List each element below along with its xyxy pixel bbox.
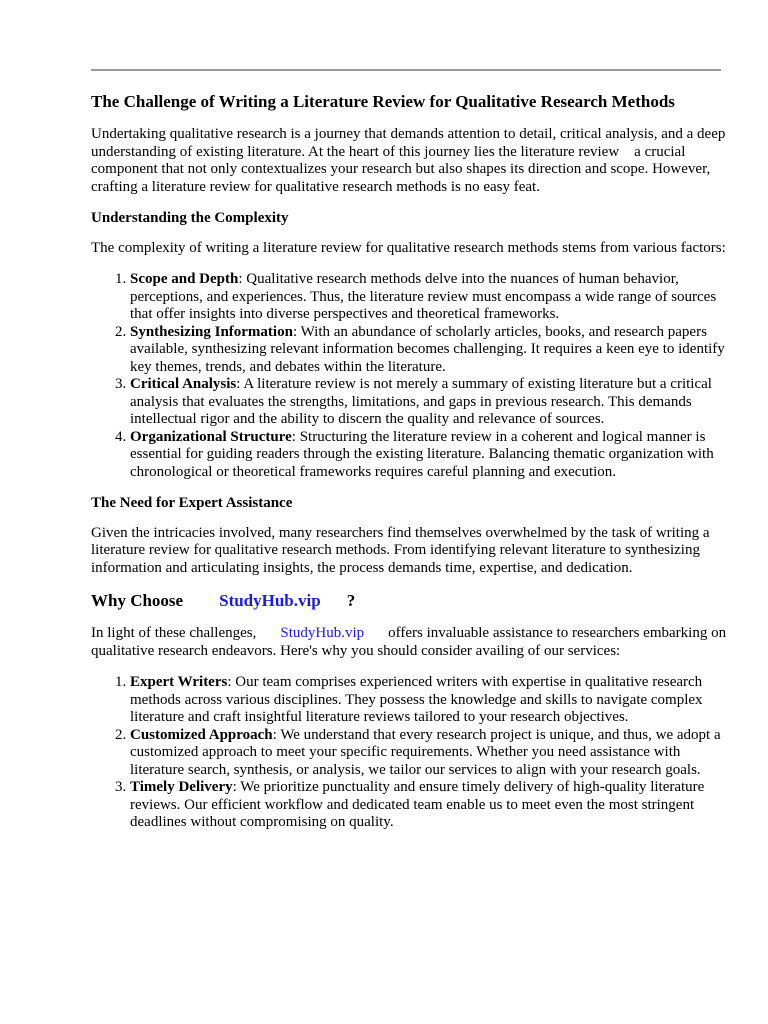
item-sep: : [227,674,236,690]
document-content [91,91,731,846]
item-term: Scope and Depth [130,271,239,287]
item-text: Structuring the literature review in a coherent and logical manner is essential for guiding readers through the existing literature. Balancing thematic organization with chronological or theoretical frameworks requires careful planning and execution. [130,428,714,480]
list-item [130,779,731,832]
complexity-list [91,271,731,481]
item-text: Qualitative research methods delve into the nuances of human behavior, perceptions, and experiences. Thus, the literature review must encompass a wide range of sources that offer insights into diverse perspectives and theoretical frameworks. [130,271,717,322]
item-text: A literature review is not merely a summary of existing literature but a critical analysis that evaluates the strengths, limitations, and gaps in previous research. This demands intellectual rigor and the ability to discern the quality and relevance of sources. [130,376,712,427]
heading-prefix: Why Choose [91,591,184,610]
list-item [130,376,731,429]
body-suffix: offers invaluable assistance to researchers embarking on qualitative research endeavors. Here's why you should consider availing of our services: [91,625,727,659]
item-term: Customized Approach [130,726,273,743]
body-prefix: In light of these challenges, [91,625,257,641]
item-term: Synthesizing Information [130,323,293,340]
section-heading-assistance: The Need for Expert Assistance [91,495,293,511]
item-text: Our team comprises experienced writers with expertise in qualitative research methods across various disciplines. They possess the knowledge and skills to navigate complex literature and craft insightful literature reviews tailored to your research objectives. [130,674,703,725]
item-text: We understand that every research project is unique, and thus, we adopt a customized approach to meet your specific requirements. Whether you need assistance with literature search, synthesis, or analysis, we tailor our services to align with your research goals. [130,726,721,778]
item-sep: : [238,271,247,287]
section-heading-complexity: Understanding the Complexity [91,210,289,226]
document-title: The Challenge of Writing a Literature Review for Qualitative Research Methods [91,92,675,111]
section-heading-why-choose [91,591,731,611]
item-text: We prioritize punctuality and ensure timely delivery of high-quality literature reviews. Our efficient workflow and dedicated team enable us to meet even the most stringent deadlines without compromising on quality. [130,779,705,830]
item-term: Expert Writers [130,674,228,690]
item-text: With an abundance of scholarly articles, books, and research papers available, synthesizing relevant information becomes challenging. It requires a keen eye to identify key themes, trends, and debates within the literature. [130,323,725,375]
item-term: Critical Analysis [130,376,237,392]
top-divider [91,69,721,71]
list-item [130,674,731,727]
reasons-list [91,674,731,832]
assistance-paragraph: Given the intricacies involved, many researchers find themselves overwhelmed by the task of writing a literature review for qualitative research methods. From identifying relevant literature to synthesizing information and articulating insights, the process demands time, expertise, and dedication. [91,524,710,576]
intro-paragraph: Undertaking qualitative research is a journey that demands attention to detail, critical analysis, and a deep understanding of existing literature. At the heart of this journey lies the literature review a crucial component that not only contextualizes your research but also shapes its direction and scope. However, crafting a literature review for qualitative research methods is no easy feat. [91,126,726,195]
item-sep: : [292,323,301,340]
list-item [130,324,731,377]
complexity-lead: The complexity of writing a literature review for qualitative research methods stems from various factors: [91,239,726,256]
list-item [130,727,731,780]
studyhub-body-link[interactable]: StudyHub.vip [280,625,365,641]
item-term: Timely Delivery [130,779,233,795]
item-sep: : [291,428,300,445]
heading-suffix: ? [346,591,356,610]
item-sep: : [236,376,244,392]
item-sep: : [272,726,281,743]
studyhub-heading-link[interactable]: StudyHub.vip [219,591,321,610]
list-item [130,271,731,324]
item-term: Organizational Structure [130,428,292,445]
list-item [130,429,731,482]
item-sep: : [232,779,241,795]
why-choose-paragraph [91,625,731,660]
